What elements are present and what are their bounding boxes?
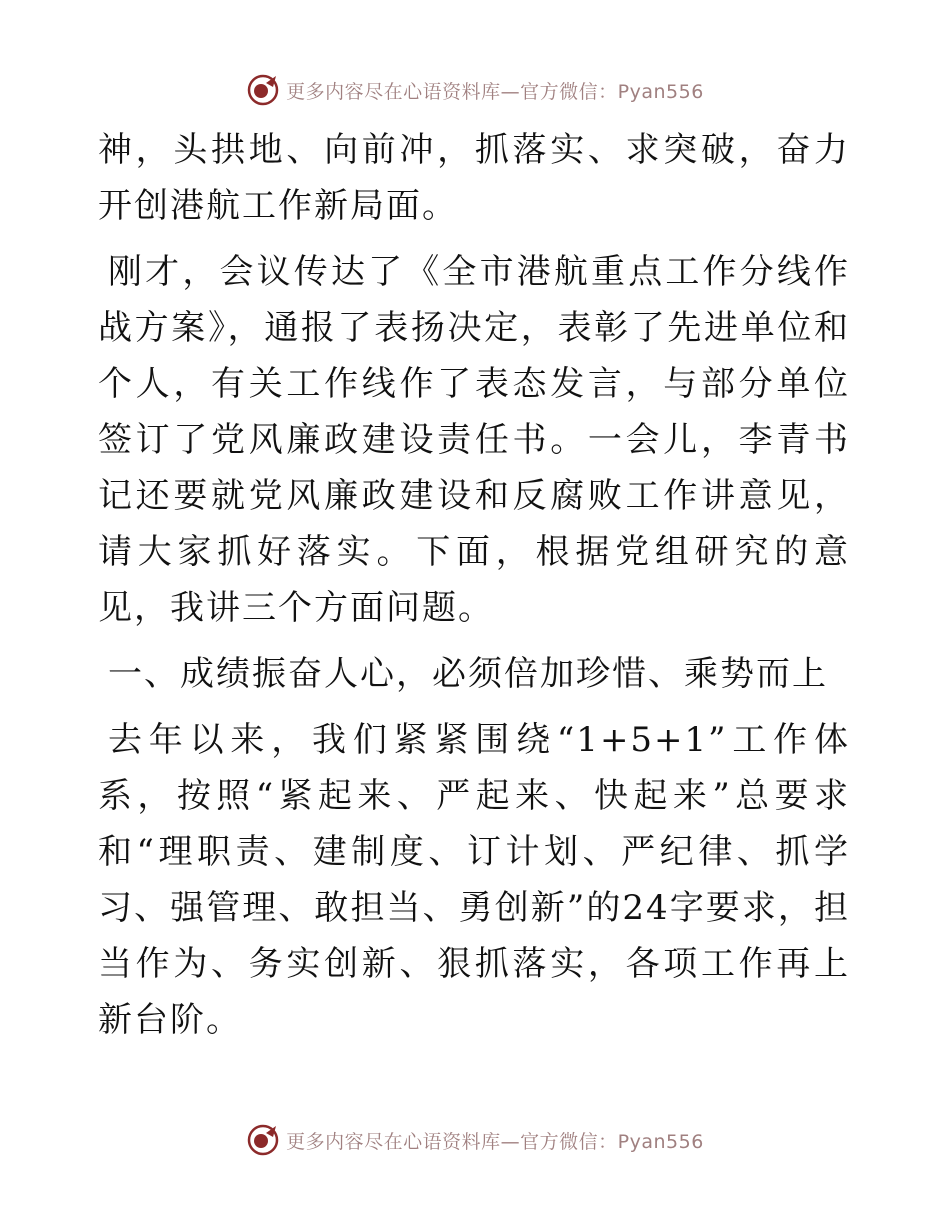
paragraph-2: 刚才，会议传达了《全市港航重点工作分线作战方案》，通报了表扬决定，表彰了先进单位和个人，有关工作线作了表态发言，与部分单位签订了党风廉政建设责任书。一会儿，李青书记还要就党风廉政建设和反腐败工作讲意见，请大家抓好落实。下面，根据党组研究的意见，我讲三个方面问题。 (98, 252, 850, 628)
watermark-text: 更多内容尽在心语资料库—官方微信：Pyan556 (286, 1130, 704, 1153)
logo-icon (246, 73, 280, 107)
logo-icon (246, 1123, 280, 1157)
document-body (98, 122, 850, 1058)
header-watermark-banner (0, 70, 950, 110)
footer-watermark-banner (0, 1120, 950, 1160)
paragraph-3: 去年以来，我们紧紧围绕“1+5+1”工作体系，按照“紧起来、严起来、快起来”总要求和“理职责、建制度、订计划、严纪律、抓学习、强管理、敢担当、勇创新”的24字要求，担当作为、务实创新、狠抓落实，各项工作再上新台阶。 (98, 720, 850, 1040)
watermark-text: 更多内容尽在心语资料库—官方微信：Pyan556 (286, 80, 704, 103)
section-heading: 一、成绩振奋人心，必须倍加珍惜、乘势而上 (108, 654, 828, 694)
paragraph-1: 神，头拱地、向前冲，抓落实、求突破，奋力开创港航工作新局面。 (98, 130, 850, 226)
